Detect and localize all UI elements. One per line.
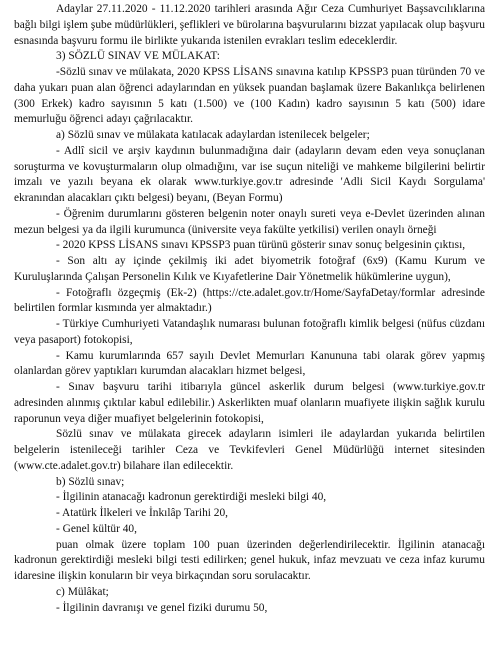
list-item-military-status: - Sınav başvuru tarihi itibarıyla güncel askerlik durum belgesi (www.turkiye.gov.tr adresinden alınmış çıktılar kabul edilebilir.) Askerlikten muaf olanların muafiyete ilişkin sağlık kurulu raporunun veya diğer muafiyet belgelerinin fotokopisi,	[14, 381, 485, 425]
list-item-id-card: - Türkiye Cumhuriyeti Vatandaşlık numarası bulunan fotoğraflı kimlik belgesi (nüfus cüzdanı veya pasaport) fotokopisi,	[14, 318, 485, 346]
paragraph-announcement: Sözlü sınav ve mülakata girecek adayların isimleri ile adaylardan yukarıda belirtilen belgelerin istenileceği tarihler Ceza ve Tevkifevleri Genel Müdürlüğü internet sitesinden (www.cte.adalet.gov.tr) bilahare ilan edilecektir.	[14, 428, 485, 472]
subheading-required-documents: a) Sözlü sınav ve mülakata katılacak adaylardan istenilecek belgeler;	[56, 129, 370, 141]
list-item-general-culture: - Genel kültür 40,	[56, 522, 137, 535]
list-item-photographs: - Son altı ay içinde çekilmiş iki adet biyometrik fotoğraf (6x9) (Kamu Kurum ve Kuruluşlarında Çalışan Personelin Kılık ve Kıyafetlerine Dair Yönetmelik hükümlerine uygun),	[14, 255, 485, 283]
section-heading-oral-exam: 3) SÖZLÜ SINAV VE MÜLAKAT:	[56, 50, 220, 63]
paragraph-scoring: puan olmak üzere toplam 100 puan üzerinden değerlendirilecektir. İlgilinin atanacağı kadronun gerektirdiği mesleki bilgi testi edilirken; genel hukuk, infaz mevzuatı ve ceza infaz kurumu idaresine ilişkin konuların bir veya birkaçından soru sorulacaktır.	[14, 538, 485, 582]
list-item-kpss-result: - 2020 KPSS LİSANS sınavı KPSSP3 puan türünü gösterir sınav sonuç belgesinin çıktısı,	[56, 239, 466, 252]
paragraph-application-period: Adaylar 27.11.2020 - 11.12.2020 tarihleri arasında Ağır Ceza Cumhuriyet Başsavcılıklarına bağlı bilgi işlem şube müdürlükleri, şeflikleri ve bürolarına başvurularını bizzat yapılacak olup başvuru esnasında başvuru formu ile birlikte yukarıda istenilen evrakları teslim edeceklerdir.	[14, 3, 485, 47]
list-item-criminal-record: - Adlî sicil ve arşiv kaydının bulunmadığına dair (adayların devam eden veya sonuçlanan soruşturma ve kovuşturmaların olup olmadığını, var ise suçun niteliği ve mahkeme bilgilerini belirtir imzalı ve yazılı beyana ek olarak www.turkiye.gov.tr adresinde 'Adli Sicil Kaydı Sorgulama' ekranından alacakları çıktı belgesi) beyanı, (Beyan Formu)	[14, 144, 485, 204]
list-item-behavior-physical: - İlgilinin davranışı ve genel fiziki durumu 50,	[56, 601, 268, 614]
list-item-resume: - Fotoğraflı özgeçmiş (Ek-2) (https://cte.adalet.gov.tr/Home/SayfaDetay/formlar adresinde belirtilen formlar kısmında yer almaktadır.)	[14, 286, 485, 315]
list-item-ataturk-principles: - Atatürk İlkeleri ve İnkılâp Tarihi 20,	[56, 507, 229, 519]
list-item-professional-knowledge: - İlgilinin atanacağı kadronun gerektirdiği mesleki bilgi 40,	[56, 491, 327, 504]
subheading-oral-exam: b) Sözlü sınav;	[56, 475, 125, 488]
subheading-interview: c) Mülâkat;	[56, 585, 109, 598]
list-item-education-certificate: - Öğrenim durumlarını gösteren belgenin noter onaylı sureti veya e-Devlet üzerinden alınan mezun belgesi ya da ilgili kurumunca (üniversite veya fakülte yetkilisi) verilen onaylı örneği	[14, 207, 485, 236]
paragraph-candidate-call: -Sözlü sınav ve mülakata, 2020 KPSS LİSANS sınavına katılıp KPSSP3 puan türünden 70 ve daha yukarı puan alan öğrenci adaylarından en yüksek puandan başlamak üzere Bakanlıkça belirlenen (300 Erkek) kadro sayısının 5 katı (1.500) ve (100 Kadın) kadro sayısının 5 katı (500) idare memurluğu öğrenci adayı çağrılacaktır.	[14, 66, 485, 126]
list-item-service-certificate: - Kamu kurumlarında 657 sayılı Devlet Memurları Kanununa tabi olarak görev yapmış olanlardan görev yaptıkları kurumdan alacakları hizmet belgesi,	[14, 349, 485, 378]
